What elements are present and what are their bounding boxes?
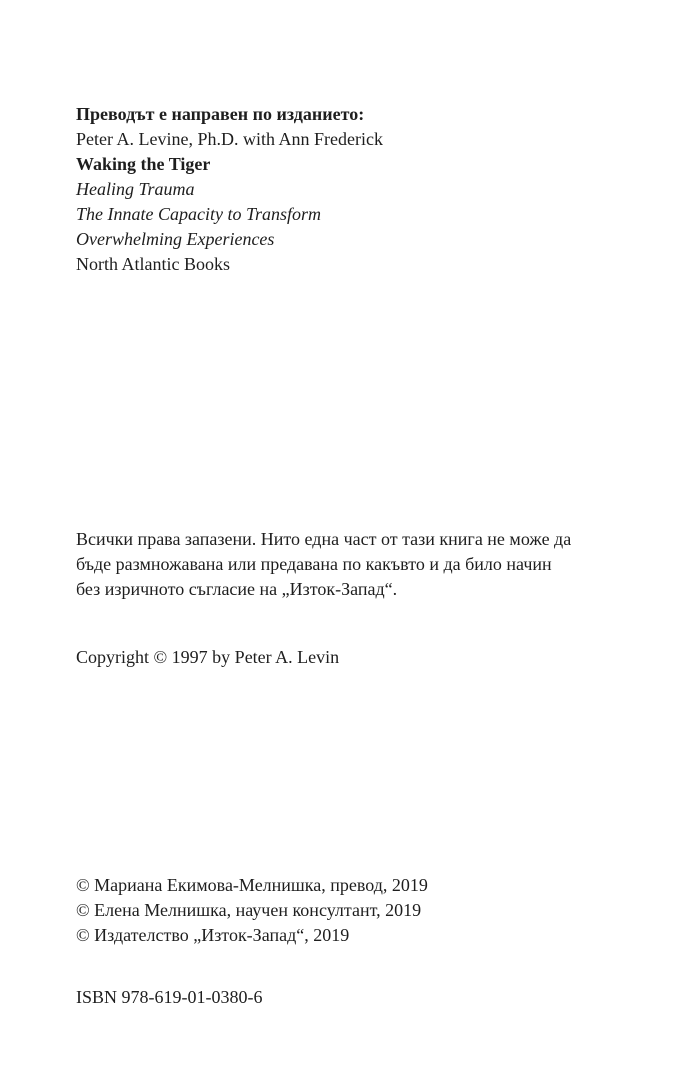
rights-line-2: бъде размножавана или предавана по какъвто и да било начин xyxy=(76,554,552,574)
original-publisher: North Atlantic Books xyxy=(76,254,230,274)
original-authors: Peter A. Levine, Ph.D. with Ann Frederick xyxy=(76,129,383,149)
isbn-line: ISBN 978-619-01-0380-6 xyxy=(76,987,263,1007)
original-subtitle-line-2: The Innate Capacity to Transform xyxy=(76,204,322,224)
rights-notice xyxy=(76,527,660,602)
rights-line-1: Всички права запазени. Нито една част от тази книга не може да xyxy=(76,529,572,549)
rights-line-3: без изричното съгласие на „Изток-Запад“. xyxy=(76,579,398,599)
isbn xyxy=(76,985,660,1010)
original-title: Waking the Tiger xyxy=(76,154,211,174)
edition-credits xyxy=(76,873,660,948)
original-copyright xyxy=(76,645,660,670)
original-subtitle-line-1: Healing Trauma xyxy=(76,179,195,199)
publisher-credit: © Издателство „Изток-Запад“, 2019 xyxy=(76,925,350,945)
translation-credit: © Мариана Екимова-Мелнишка, превод, 2019 xyxy=(76,875,428,895)
original-edition-heading: Преводът е направен по изданието: xyxy=(76,104,365,124)
consultant-credit: © Елена Мелнишка, научен консултант, 2019 xyxy=(76,900,422,920)
original-edition-block xyxy=(76,102,660,277)
original-copyright-line: Copyright © 1997 by Peter A. Levin xyxy=(76,647,340,667)
original-subtitle-line-3: Overwhelming Experiences xyxy=(76,229,275,249)
